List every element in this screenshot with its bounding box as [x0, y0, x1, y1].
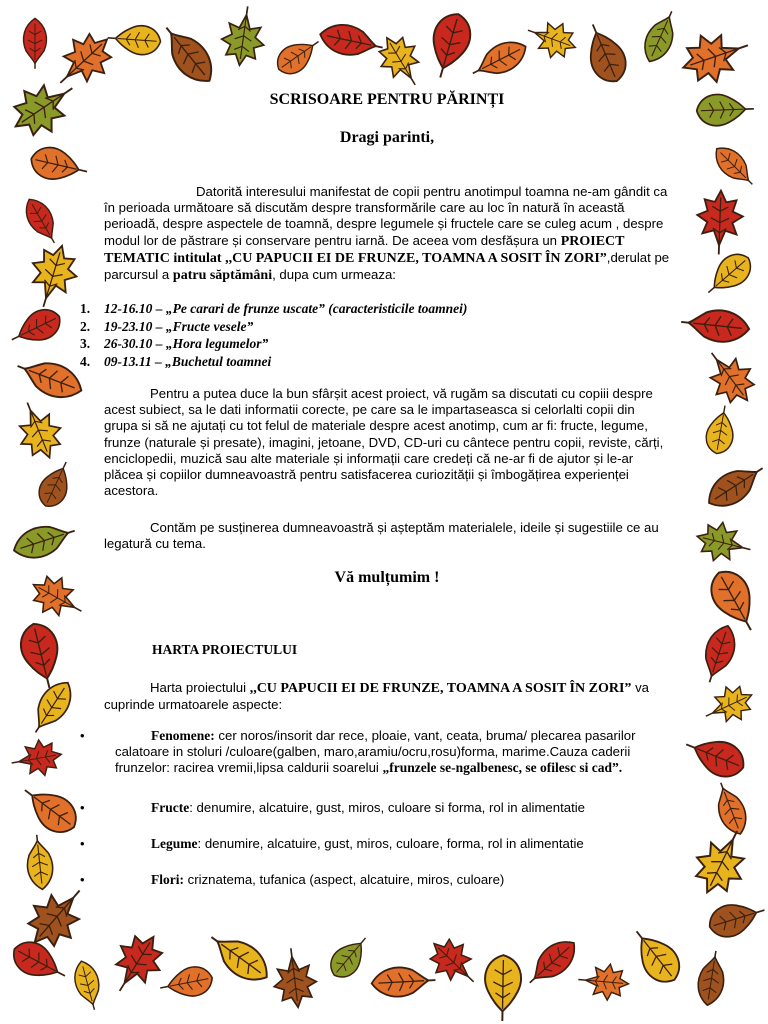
- leaf-icon: [371, 966, 436, 998]
- bullet-dot-icon: •: [80, 800, 85, 815]
- page-title: SCRISOARE PENTRU PĂRINȚI: [269, 91, 505, 108]
- leaf-icon: [19, 194, 64, 249]
- leaf-icon: [22, 239, 84, 313]
- leaf-icon: [577, 962, 630, 1002]
- leaf-icon: [45, 23, 123, 100]
- aspect-desc: cer noros/insorit dar rece, ploaie, vant, ceata, bruma/ plecarea pasarilor calatoare in stoluri /culoare(galben, maro,aramiu/ocru,rosu)forma, marime.Cauza caderii frunzelor: racirea vremii,lipsa caldurii soarelui: [115, 728, 636, 776]
- leaf-icon: [317, 20, 385, 62]
- aspect-desc: : denumire, alcatuire, gust, miros, culoare si forma, rol in alimentatie: [189, 800, 586, 815]
- list-text: [115, 800, 670, 816]
- aspect-quote: „frunzele se-ngalbenesc, se ofilesc si cad”.: [382, 760, 623, 776]
- list-number: 1.: [80, 301, 91, 316]
- aspect-term: Fructe: [151, 800, 190, 815]
- leaf-icon: [271, 31, 326, 81]
- leaf-icon: [709, 778, 752, 838]
- leaf-icon: [484, 955, 521, 1021]
- list-item: [80, 836, 670, 852]
- leaf-icon: [696, 190, 744, 255]
- leaf-icon: [8, 395, 70, 466]
- leaf-icon: [16, 620, 67, 693]
- leaf-icon: [577, 18, 632, 88]
- list-number: 3.: [80, 336, 91, 351]
- leaf-icon: [709, 141, 761, 193]
- leaf-icon: [680, 729, 750, 783]
- leaf-icon: [154, 18, 221, 91]
- leaf-icon: [699, 247, 758, 303]
- leaf-icon: [675, 22, 755, 90]
- leaf-icon: [218, 3, 268, 68]
- thanks-heading: Vă mulțumim !: [334, 569, 440, 586]
- list-number: 4.: [80, 353, 91, 369]
- greeting: Dragi parinti,: [339, 129, 435, 146]
- leaf-icon: [698, 679, 759, 733]
- leaf-icon: [705, 895, 768, 942]
- leaf-icon: [638, 6, 683, 66]
- weeks-list: [80, 300, 467, 370]
- intro-text: Datorită interesului manifestat de copii pentru anotimpul toamna ne-am gândit ca în perioada următoare să discutăm despre transformările care au loc în natură în această perioadă, despre aspectele de toamnă, despre legumele și fructele care se culeg acum , despre modul lor de păstrare și conservare pentru iarnă. De aceea vom desfășura un: [104, 184, 668, 248]
- leaf-icon: [704, 403, 738, 455]
- map-intro-suffix: va cuprinde urmatoarele aspecte:: [104, 680, 649, 713]
- request-text: Pentru a putea duce la bun sfârșit acest proiect, vă rugăm sa discutati cu copiii despre acest subiect, sa le dati informatii corecte, pe care sa le impartaseasca si celorlalti copii din grupa si să ne ajutați cu tot felul de materiale despre acest anotimp, cum ar fi: fructe, legume, frunze (naturale și presate), imagini, jetoane, DVD, CD-uri cu cântece pentru copii, reviste, cărți, enciclopedii, muzică sau alte materiale și informații care credeți că ne-ar fi de ajutor și le-ar plăcea și copiilor dumneavoastră pentru satisfacerea curiozității și îmbogățirea experienței acestora.: [104, 386, 664, 499]
- leaf-icon: [24, 18, 47, 68]
- aspect-term: Legume: [151, 836, 198, 851]
- list-item: [80, 728, 670, 777]
- intro-paragraph: [104, 184, 670, 284]
- leaf-icon: [695, 949, 728, 1007]
- leaf-icon: [423, 9, 476, 82]
- aspect-term: Flori:: [151, 872, 184, 887]
- leaf-icon: [324, 929, 376, 983]
- leaf-icon: [24, 834, 55, 891]
- list-item: [80, 318, 467, 336]
- leaf-icon: [24, 567, 91, 628]
- leaf-icon: [467, 34, 532, 85]
- leaf-icon: [5, 304, 65, 353]
- list-text: 19-23.10 – „Fructe vesele”: [104, 318, 254, 334]
- leaf-icon: [521, 933, 583, 993]
- list-text: [115, 836, 670, 852]
- leaf-icon: [12, 351, 87, 405]
- leaf-icon: [202, 924, 276, 989]
- leaf-icon: [24, 675, 79, 740]
- list-item: [80, 335, 467, 353]
- leaf-icon: [15, 777, 84, 841]
- request-paragraph: [104, 386, 670, 499]
- leaf-icon: [696, 93, 754, 126]
- leaf-icon: [9, 517, 79, 564]
- list-item: [80, 353, 467, 371]
- leaf-icon: [697, 622, 741, 687]
- list-text: [115, 872, 670, 888]
- map-project-title: ,,CU PAPUCII EI DE FRUNZE, TOAMNA A SOSIT ÎN ZORI”: [249, 681, 632, 696]
- leaf-icon: [34, 456, 79, 511]
- aspect-desc: : denumire, alcatuire, gust, miros, culoare, forma, rol in alimentatie: [197, 836, 584, 851]
- list-number: 2.: [80, 318, 91, 334]
- bullet-dot-icon: •: [80, 872, 85, 887]
- leaf-icon: [701, 456, 768, 515]
- leaf-icon: [370, 28, 432, 95]
- leaf-icon: [100, 925, 173, 1003]
- leaf-icon: [107, 23, 162, 55]
- list-item: [80, 800, 670, 816]
- list-item: [80, 872, 670, 888]
- leaf-icon: [70, 958, 105, 1013]
- aspect-desc: criznatema, tufanica (aspect, alcatuire, miros, culoare): [184, 872, 505, 887]
- leaf-icon: [7, 935, 72, 989]
- list-text: 12-16.10 – „Pe carari de frunze uscate” (caracteristicile toamnei): [104, 301, 468, 316]
- leaf-icon: [623, 921, 687, 990]
- support-paragraph: [104, 520, 670, 552]
- intro-text-3: , dupa cum urmeaza:: [272, 267, 396, 283]
- leaf-icon: [703, 564, 766, 639]
- project-title: PROIECT TEMATIC intitulat ,,CU PAPUCII EI DE FRUNZE, TOAMNA A SOSIT ÎN ZORI”: [104, 233, 625, 266]
- leaf-icon: [685, 820, 759, 903]
- list-text: [115, 728, 670, 777]
- leaf-icon: [9, 737, 65, 781]
- map-intro: [104, 680, 670, 713]
- support-text: Contăm pe susținerea dumneavoastră și așteptăm materialele, ideile și sugestiile ce au legatură cu tema.: [104, 520, 659, 552]
- leaf-icon: [270, 946, 319, 1010]
- list-text: 09-13.11 – „Buchetul toamnei: [104, 353, 272, 369]
- leaf-icon: [695, 340, 765, 413]
- leaf-icon: [522, 13, 582, 64]
- leaf-icon: [28, 144, 91, 187]
- leaf-icon: [692, 517, 755, 568]
- list-item: [80, 300, 467, 318]
- map-intro-text: Harta proiectului: [150, 680, 250, 695]
- bullet-dot-icon: •: [80, 728, 85, 743]
- intro-text-2: ,derulat pe parcursul a: [104, 249, 670, 283]
- map-heading: HARTA PROIECTULUI: [152, 642, 298, 657]
- aspect-term: Fenomene:: [151, 728, 215, 743]
- leaf-icon: [680, 306, 751, 344]
- list-text: 26-30.10 – „Hora legumelor”: [104, 336, 269, 351]
- leaf-icon: [420, 930, 487, 996]
- project-duration: patru săptămâni: [172, 268, 273, 284]
- leaf-icon: [2, 68, 86, 147]
- bullet-dot-icon: •: [80, 836, 85, 851]
- leaf-icon: [157, 964, 214, 1002]
